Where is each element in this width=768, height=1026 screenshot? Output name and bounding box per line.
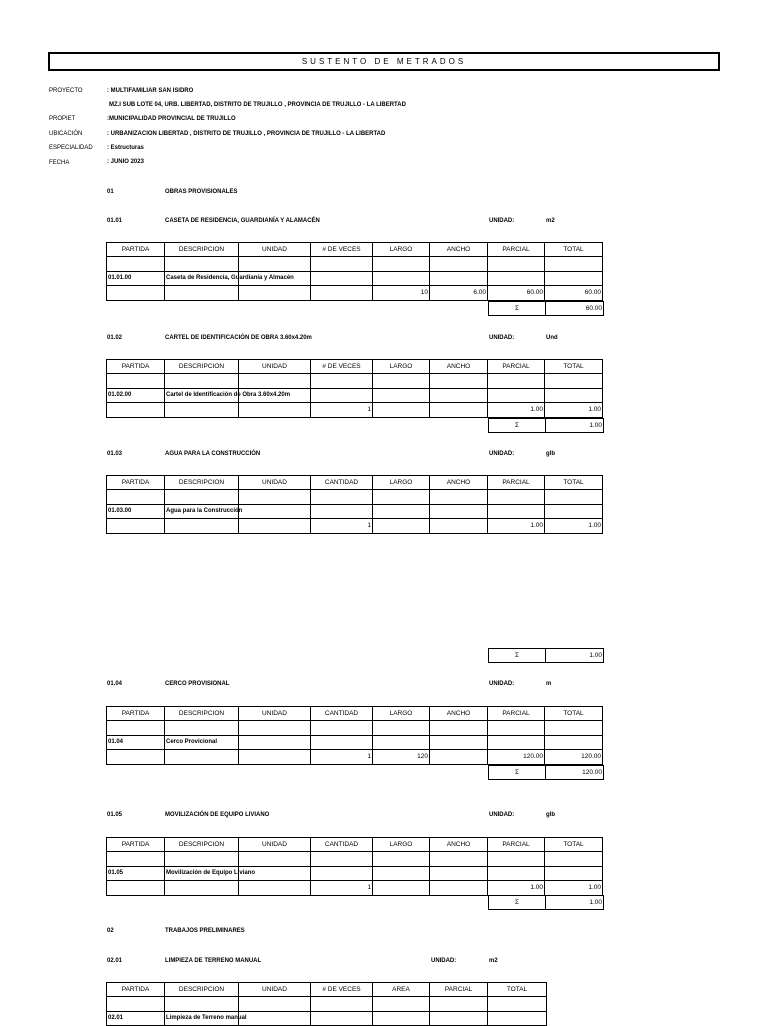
descripcion-cell: Limpieza de Terreno manual	[165, 1011, 239, 1025]
descripcion-cell: Cartel de Identificación de Obra 3.60x4.20m	[165, 388, 239, 402]
document-title: SUSTENTO DE METRADOS	[48, 52, 720, 71]
section-02-name: TRABAJOS PRELIMINARES	[165, 927, 245, 934]
sigma-cell: Σ	[489, 302, 546, 316]
parcial-cell: 1.00	[488, 519, 545, 533]
unidad-label: UNIDAD:	[489, 217, 515, 224]
partida-cell: 01.03.00	[107, 504, 165, 518]
propiet-value: :MUNICIPALIDAD PROVINCIAL DE TRUJILLO	[107, 115, 236, 122]
col-partida: PARTIDA	[107, 243, 165, 257]
partida-cell: 01.02.00	[107, 388, 165, 402]
especialidad-value: : Estructuras	[107, 144, 144, 151]
cantidad-cell: 1	[311, 750, 373, 764]
ancho-cell: 6.00	[430, 286, 488, 300]
col-largo: LARGO	[373, 243, 430, 257]
total-cell: 120.00	[545, 750, 603, 764]
largo-cell: 10	[373, 286, 430, 300]
col-largo: LARGO	[373, 476, 430, 490]
col-partida: PARTIDA	[107, 983, 165, 997]
table-row	[107, 735, 603, 749]
partida-cell: 01.01.00	[107, 271, 165, 285]
proyecto-value: : MULTIFAMILIAR SAN ISIDRO	[107, 87, 194, 94]
section-0102-unit: Und	[546, 334, 558, 341]
col-veces: # DE VECES	[311, 360, 373, 374]
col-cantidad: CANTIDAD	[311, 476, 373, 490]
col-partida: PARTIDA	[107, 476, 165, 490]
propiet-label: PROPIET	[49, 116, 76, 122]
section-02-code: 02	[107, 927, 114, 934]
table-row	[107, 271, 603, 285]
col-ancho: ANCHO	[430, 476, 488, 490]
sum-table-0105	[488, 895, 604, 910]
proyecto-label: PROYECTO	[49, 88, 83, 94]
col-cantidad: CANTIDAD	[311, 838, 373, 852]
col-descripcion: DESCRIPCION	[165, 838, 239, 852]
unidad-label: UNIDAD:	[489, 680, 515, 687]
ubicacion-value: : URBANIZACION LIBERTAD , DISTRITO DE TRUJILLO , PROVINCIA DE TRUJILLO - LA LIBERTAD	[107, 130, 386, 137]
col-parcial: PARCIAL	[488, 243, 545, 257]
col-total: TOTAL	[545, 243, 603, 257]
col-partida: PARTIDA	[107, 838, 165, 852]
total-cell: 1.00	[545, 403, 603, 417]
sum-cell: 1.00	[546, 896, 604, 910]
sum-cell: 1.00	[546, 419, 604, 433]
col-cantidad: CANTIDAD	[311, 707, 373, 721]
col-parcial: PARCIAL	[430, 983, 488, 997]
section-0103-unit: glb	[546, 450, 555, 457]
col-ancho: ANCHO	[430, 707, 488, 721]
section-0201-code: 02.01	[107, 957, 122, 964]
section-0101-unit: m2	[546, 217, 555, 224]
table-row	[107, 374, 603, 388]
col-total: TOTAL	[545, 360, 603, 374]
sum-table-0101	[488, 301, 604, 316]
col-unidad: UNIDAD	[239, 838, 311, 852]
col-largo: LARGO	[373, 360, 430, 374]
proyecto-address: MZ.I SUB LOTE 04, URB. LIBERTAD, DISTRITO DE TRUJILLO , PROVINCIA DE TRUJILLO - LA LIBERTAD	[109, 101, 406, 108]
sigma-cell: Σ	[489, 766, 546, 780]
table-0105	[106, 837, 603, 896]
table-row	[107, 866, 603, 880]
col-descripcion: DESCRIPCION	[165, 983, 239, 997]
section-0104-name: CERCO PROVISIONAL	[165, 680, 230, 687]
section-0101-name: CASETA DE RESIDENCIA, GUARDIANÍA Y ALAMACÉN	[165, 217, 320, 224]
sum-cell: 60.00	[546, 302, 604, 316]
partida-cell: 01.04	[107, 735, 165, 749]
unidad-label: UNIDAD:	[489, 811, 515, 818]
col-unidad: UNIDAD	[239, 476, 311, 490]
table-row	[107, 750, 603, 764]
table-row	[107, 997, 547, 1011]
sigma-cell: Σ	[489, 419, 546, 433]
sum-cell: 120.00	[546, 766, 604, 780]
fecha-label: FECHA	[49, 160, 70, 166]
sum-table-0102	[488, 418, 604, 433]
sum-cell: 1.00	[546, 649, 604, 663]
table-row	[107, 388, 603, 402]
col-total: TOTAL	[545, 476, 603, 490]
unidad-label: UNIDAD:	[489, 334, 515, 341]
col-veces: # DE VECES	[311, 983, 373, 997]
section-0201-name: LIMPIEZA DE TERRENO MANUAL	[165, 957, 262, 964]
section-0102-code: 01.02	[107, 334, 122, 341]
sum-table-0104	[488, 765, 604, 780]
table-0104	[106, 706, 603, 765]
col-area: AREA	[373, 983, 430, 997]
section-0105-unit: glb	[546, 811, 555, 818]
parcial-cell: 120.00	[488, 750, 545, 764]
col-total: TOTAL	[545, 838, 603, 852]
fecha-value: : JUNIO 2023	[107, 158, 144, 165]
col-total: TOTAL	[545, 707, 603, 721]
col-ancho: ANCHO	[430, 838, 488, 852]
parcial-cell: 1.00	[488, 881, 545, 895]
cantidad-cell: 1	[311, 519, 373, 533]
sum-table-0103	[488, 648, 604, 663]
unidad-label: UNIDAD:	[431, 957, 457, 964]
col-largo: LARGO	[373, 838, 430, 852]
col-partida: PARTIDA	[107, 707, 165, 721]
table-row	[107, 286, 603, 300]
parcial-cell: 1.00	[488, 403, 545, 417]
table-row	[107, 721, 603, 735]
section-0103-code: 01.03	[107, 450, 122, 457]
col-unidad: UNIDAD	[239, 983, 311, 997]
section-0105-name: MOVILIZACIÓN DE EQUIPO LIVIANO	[165, 811, 270, 818]
col-descripcion: DESCRIPCION	[165, 476, 239, 490]
col-descripcion: DESCRIPCION	[165, 360, 239, 374]
col-ancho: ANCHO	[430, 243, 488, 257]
col-unidad: UNIDAD	[239, 243, 311, 257]
descripcion-cell: Movilización de Equipo Liviano	[165, 866, 239, 880]
col-unidad: UNIDAD	[239, 360, 311, 374]
col-parcial: PARCIAL	[488, 838, 545, 852]
sigma-cell: Σ	[489, 896, 546, 910]
table-row	[107, 490, 603, 504]
col-total: TOTAL	[488, 983, 547, 997]
col-parcial: PARCIAL	[488, 707, 545, 721]
veces-cell: 1	[311, 403, 373, 417]
parcial-cell: 60.00	[488, 286, 545, 300]
partida-cell: 01.05	[107, 866, 165, 880]
unidad-label: UNIDAD:	[489, 450, 515, 457]
descripcion-cell: Cerco Provicional	[165, 735, 239, 749]
col-descripcion: DESCRIPCION	[165, 243, 239, 257]
total-cell: 1.00	[545, 519, 603, 533]
table-0102	[106, 359, 603, 418]
col-parcial: PARCIAL	[488, 476, 545, 490]
largo-cell: 120	[373, 750, 430, 764]
total-cell: 60.00	[545, 286, 603, 300]
sigma-cell: Σ	[489, 649, 546, 663]
section-0104-code: 01.04	[107, 680, 122, 687]
col-ancho: ANCHO	[430, 360, 488, 374]
table-0201	[106, 982, 547, 1026]
table-0101	[106, 242, 603, 301]
cantidad-cell: 1	[311, 881, 373, 895]
partida-cell: 02.01	[107, 1011, 165, 1025]
table-row	[107, 504, 603, 518]
table-row	[107, 257, 603, 271]
col-partida: PARTIDA	[107, 360, 165, 374]
col-largo: LARGO	[373, 707, 430, 721]
section-0101-code: 01.01	[107, 217, 122, 224]
section-0201-unit: m2	[489, 957, 498, 964]
section-0104-unit: m	[546, 680, 552, 687]
table-row	[107, 519, 603, 533]
section-0105-code: 01.05	[107, 811, 122, 818]
total-cell: 1.00	[545, 881, 603, 895]
table-row	[107, 403, 603, 417]
col-veces: # DE VECES	[311, 243, 373, 257]
section-0103-name: AGUA PARA LA CONSTRUCCIÓN	[165, 450, 261, 457]
descripcion-cell: Caseta de Residencia, Guardianía y Almacén	[165, 271, 239, 285]
table-row	[107, 852, 603, 866]
section-01-name: OBRAS PROVISIONALES	[165, 188, 238, 195]
descripcion-cell: Agua para la Construcción	[165, 504, 239, 518]
section-0102-name: CARTEL DE IDENTIFICACIÓN DE OBRA 3.60x4.20m	[165, 334, 312, 341]
section-01-code: 01	[107, 188, 114, 195]
ubicacion-label: UBICACIÓN	[49, 131, 83, 137]
col-descripcion: DESCRIPCION	[165, 707, 239, 721]
col-unidad: UNIDAD	[239, 707, 311, 721]
table-row	[107, 881, 603, 895]
table-0103	[106, 475, 603, 534]
col-parcial: PARCIAL	[488, 360, 545, 374]
especialidad-label: ESPECIALIDAD	[49, 145, 93, 151]
